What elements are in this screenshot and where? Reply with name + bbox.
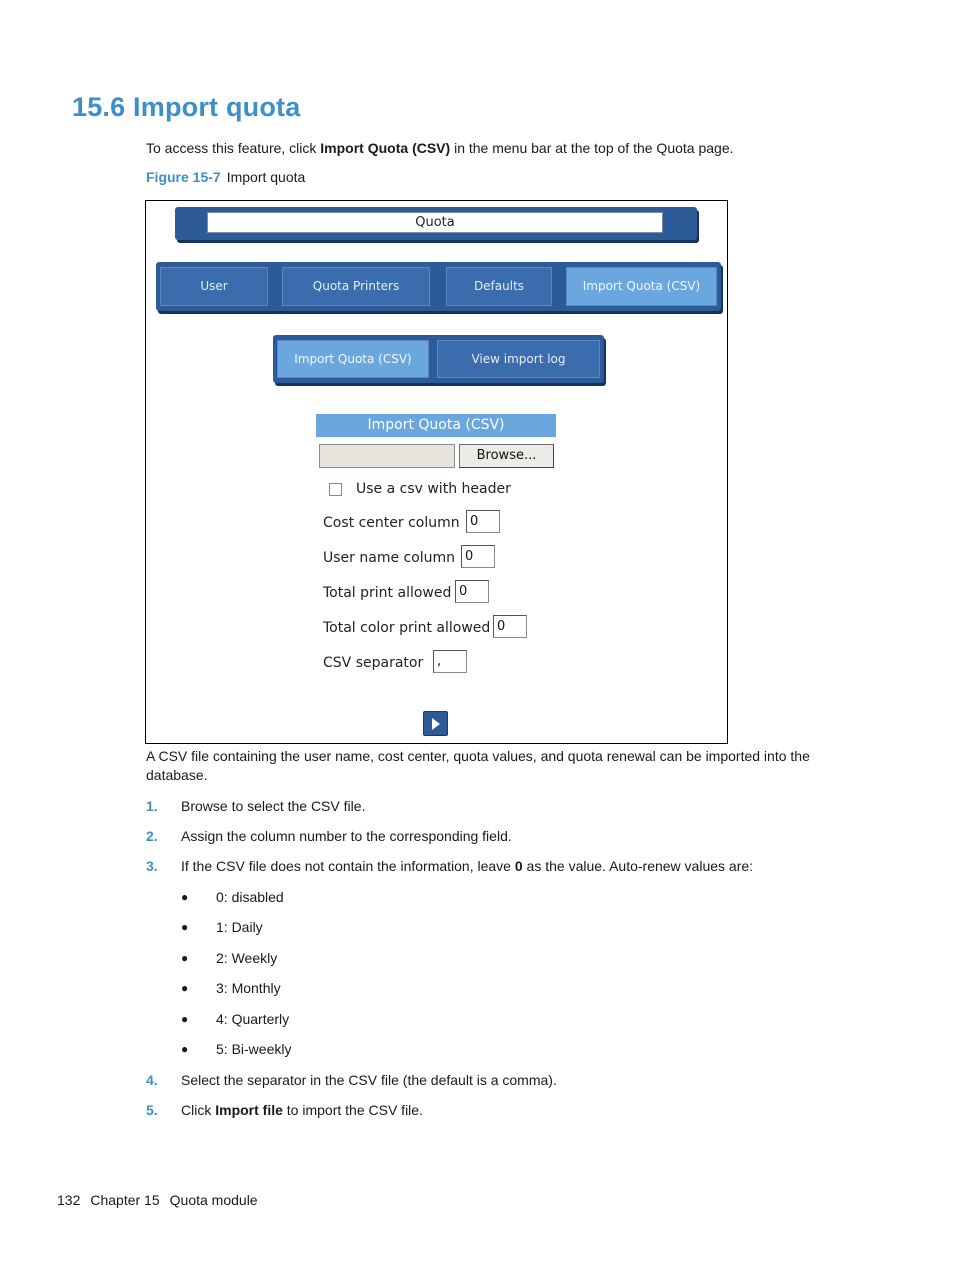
import-submit-button[interactable]: [423, 711, 448, 736]
page-footer: [57, 1192, 268, 1208]
menu-defaults-button[interactable]: Defaults: [446, 267, 552, 306]
figure-screenshot: [145, 200, 728, 744]
figure-caption: [146, 169, 305, 185]
step-text: Browse to select the CSV file.: [181, 798, 366, 814]
user-name-column-input[interactable]: 0: [461, 545, 495, 568]
import-form-title: Import Quota (CSV): [316, 414, 556, 437]
bullet-icon: ●: [181, 951, 189, 965]
total-print-allowed-label: Total print allowed: [323, 585, 452, 601]
list-item: 2: Weekly: [216, 950, 278, 966]
step-number: 2.: [146, 828, 158, 844]
list-item: 1: Daily: [216, 919, 263, 935]
description-paragraph: A CSV file containing the user name, cost center, quota values, and quota renewal can be imported into the database.: [146, 748, 810, 783]
total-color-print-allowed-input[interactable]: 0: [493, 615, 527, 638]
step-number: 1.: [146, 798, 158, 814]
figure-label: Figure 15-7: [146, 169, 221, 185]
step-number: 3.: [146, 858, 158, 874]
menu-import-quota-button[interactable]: Import Quota (CSV): [566, 267, 717, 306]
figure-title: Import quota: [226, 169, 306, 185]
user-name-column-label: User name column: [323, 550, 456, 566]
step-text: Select the separator in the CSV file (the default is a comma).: [181, 1072, 557, 1088]
submenu-import-quota-button[interactable]: Import Quota (CSV): [277, 340, 429, 378]
bullet-icon: ●: [181, 981, 189, 995]
footer-title: Quota module: [169, 1192, 258, 1208]
section-heading: 15.6 Import quota: [72, 92, 301, 122]
csv-separator-input[interactable]: ,: [433, 650, 467, 673]
intro-paragraph: To access this feature, click Import Quota (CSV) in the menu bar at the top of the Quota page.: [146, 140, 734, 156]
list-item: 4: Quarterly: [216, 1011, 290, 1027]
quota-title: Quota: [207, 212, 663, 233]
step-text: Click Import file to import the CSV file.: [181, 1102, 423, 1118]
list-item: 5: Bi-weekly: [216, 1041, 292, 1057]
cost-center-column-label: Cost center column: [323, 515, 460, 531]
menu-user-button[interactable]: User: [160, 267, 268, 306]
bullet-icon: ●: [181, 890, 189, 904]
page-number: 132: [57, 1192, 81, 1208]
menu-quota-printers-button[interactable]: Quota Printers: [282, 267, 430, 306]
file-path-input[interactable]: [319, 444, 455, 468]
csv-header-checkbox-label: Use a csv with header: [356, 481, 511, 497]
bullet-icon: ●: [181, 920, 189, 934]
csv-separator-label: CSV separator: [323, 655, 424, 671]
step-number: 4.: [146, 1072, 158, 1088]
step-text: Assign the column number to the corresponding field.: [181, 828, 512, 844]
play-arrow-icon: [432, 718, 440, 730]
bullet-icon: ●: [181, 1042, 189, 1056]
submenu-view-import-log-button[interactable]: View import log: [437, 340, 600, 378]
list-item: 3: Monthly: [216, 980, 281, 996]
intro-bold-term: Import Quota (CSV): [320, 140, 451, 156]
quota-title-bar: [175, 207, 697, 240]
total-color-print-allowed-label: Total color print allowed: [323, 620, 491, 636]
footer-chapter: Chapter 15: [90, 1192, 160, 1208]
csv-header-checkbox[interactable]: [329, 483, 342, 496]
step-number: 5.: [146, 1102, 158, 1118]
total-print-allowed-input[interactable]: 0: [455, 580, 489, 603]
browse-button[interactable]: Browse...: [459, 444, 554, 468]
list-item: 0: disabled: [216, 889, 284, 905]
cost-center-column-input[interactable]: 0: [466, 510, 500, 533]
step-text: If the CSV file does not contain the information, leave 0 as the value. Auto-renew values are:: [181, 858, 754, 874]
main-menu-bar: [156, 262, 721, 311]
sub-menu-bar: [273, 335, 604, 383]
bullet-icon: ●: [181, 1012, 189, 1026]
